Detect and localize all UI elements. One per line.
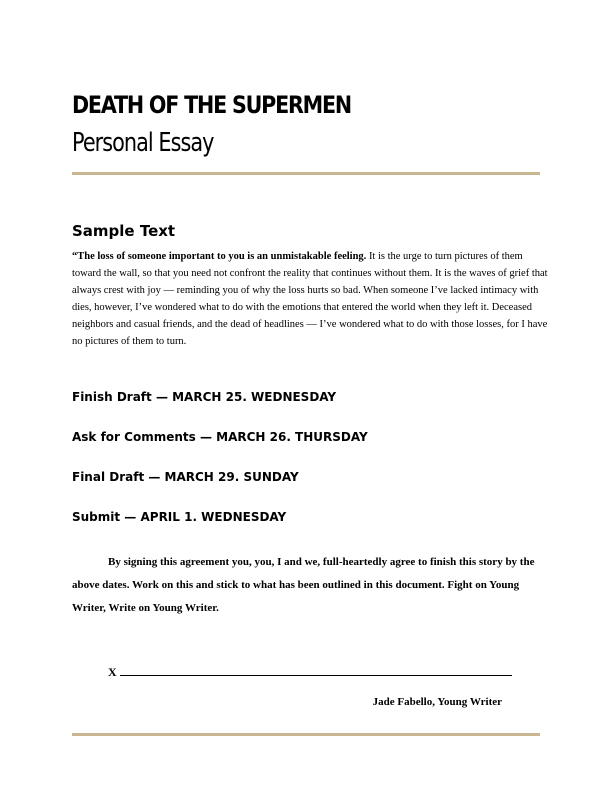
bottom-divider: [72, 733, 540, 736]
milestone-ask-comments: Ask for Comments — MARCH 26. THURSDAY: [72, 430, 368, 444]
signature-line[interactable]: [108, 663, 512, 680]
document-title: DEATH OF THE SUPERMEN: [72, 91, 351, 119]
agreement-paragraph: By signing this agreement you, you, I and we, full-heartedly agree to finish this story by the above dates. Work on this and stick to what has been outlined in this document. Fight on Young Writer, Write on Young Writer.: [72, 556, 535, 614]
sample-text-heading: Sample Text: [72, 222, 176, 240]
signature-marker: X: [108, 665, 117, 679]
signer-name: Jade Fabello, Young Writer: [372, 696, 502, 708]
milestone-final-draft: Final Draft — MARCH 29. SUNDAY: [72, 470, 299, 484]
sample-text-paragraph: [72, 248, 548, 350]
milestone-submit: Submit — APRIL 1. WEDNESDAY: [72, 510, 287, 524]
signature-blank[interactable]: [120, 663, 512, 676]
top-divider: [72, 172, 540, 175]
document-subtitle: Personal Essay: [72, 128, 214, 158]
sample-text-body: It is the urge to turn pictures of them toward the wall, so that you need not confront the reality that continues without them. It is the waves of grief that always crest with joy — reminding you of why the loss hurts so bad. When someone I’ve lacked intimacy with dies, however, I’ve wondered what to do with the emotions that entered the world when they left it. Deceased neighbors and casual friends, and the dead of headlines — I’ve wondered what to do with those losses, for I have no pictures of them to turn.: [72, 251, 548, 347]
sample-text-lead: “The loss of someone important to you is an unmistakable feeling.: [72, 251, 367, 262]
milestone-finish-draft: Finish Draft — MARCH 25. WEDNESDAY: [72, 390, 337, 404]
